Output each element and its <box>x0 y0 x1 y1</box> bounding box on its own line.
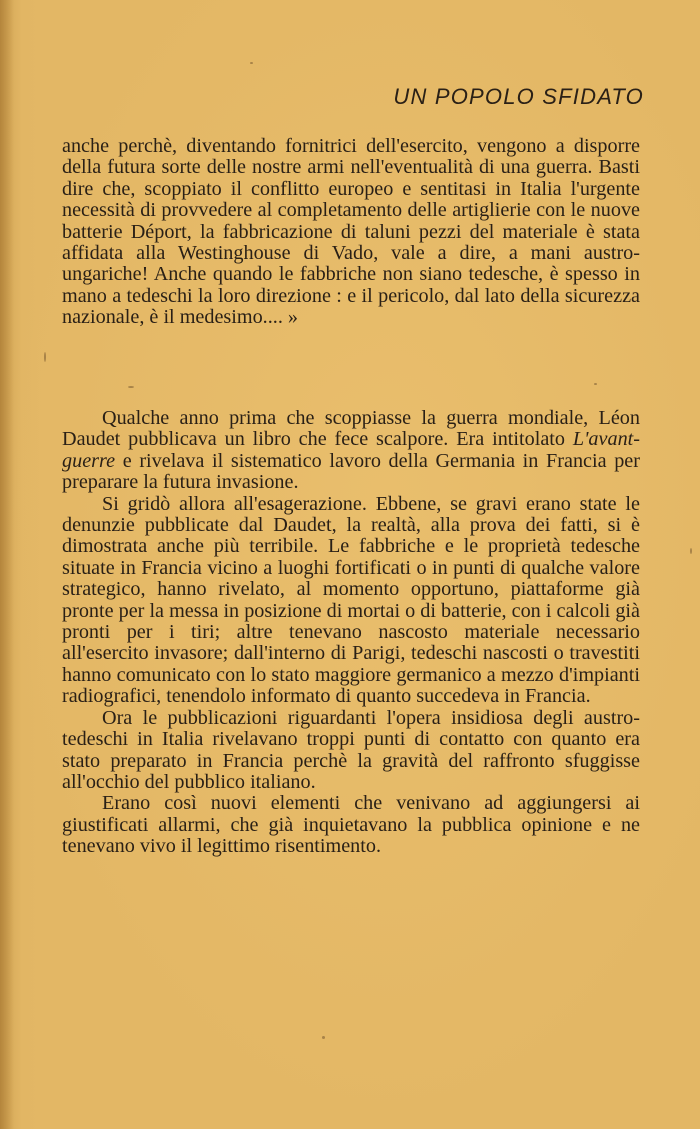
running-header: UN POPOLO SFIDATO <box>393 84 644 109</box>
paper-speck <box>594 383 597 385</box>
book-title: L'avant-guerre <box>62 428 640 472</box>
paper-speck <box>322 1036 325 1039</box>
paragraph-esagerazione: Si gridò allora all'esagerazione. Ebbene, se gravi erano state le denunzie pubblicate dal Daudet, la realtà, alla prova dei fatti, si è dimostrata anche più terribile. Le fabbriche e le proprietà tedesche situate in Francia vicino a luoghi fortificati o in punti di qualche valore strategico, hanno rivelato, al momento opportuno, piattaforme già pronte per la messa in posizione di mortai o di batterie, con i calcoli già pronti per i tiri; altre tenevano nascosto materiale necessario all'esercito invasore; dall'interno di Parigi, tedeschi nascosti o travestiti hanno comunicato con lo stato maggiore germanico a mezzo d'impianti radiografici, tenendolo informato di quanto succedeva in Francia. <box>62 492 640 708</box>
paper-speck <box>250 62 253 64</box>
paper-speck <box>44 352 46 362</box>
paragraph-allarmi: Erano così nuovi elementi che venivano ad aggiungersi ai giustificati allarmi, che già inquietavano la pubblica opinione e ne tenevano vivo il legittimo risentimento. <box>62 792 640 858</box>
page-gutter-shadow <box>0 0 14 1129</box>
quote-paragraph: anche perchè, diventando fornitrici dell'esercito, vengono a disporre della futura sorte delle nostre armi nell'eventualità di una guerra. Basti dire che, scoppiato il conflitto europeo e sentitasi in Italia l'urgente necessità di provvedere al completamento delle artiglierie con le nuove batterie Déport, la fabbricazione di taluni pezzi del materiale è stata affidata alla Westinghouse di Vado, vale a dire, a mani austro-ungariche! Anche quando le fabbriche non siano tedesche, è spesso in mano a tedeschi la loro direzione : e il pericolo, dal lato della sicurezza nazionale, è il medesimo.... » <box>62 135 640 329</box>
paragraph-text: e rivelava il sistematico lavoro della Germania in Francia per preparare la futura invasione. <box>62 449 640 494</box>
paragraph-text: Qualche anno prima che scoppiasse la guerra mondiale, Léon Daudet pubblicava un libro che fece scalpore. Era intitolato <box>62 407 640 451</box>
quoted-passage <box>62 136 640 329</box>
paragraph-pubblicazioni: Ora le pubblicazioni riguardanti l'opera insidiosa degli austro-tedeschi in Italia rivelavano troppi punti di contatto con quanto era stato preparato in Francia perchè la gravità del raffronto sfuggisse all'occhio del pubblico italiano. <box>62 706 640 793</box>
paper-speck <box>690 548 692 554</box>
paper-speck <box>128 386 134 388</box>
paragraph-daudet <box>62 408 640 494</box>
main-text <box>62 408 640 858</box>
